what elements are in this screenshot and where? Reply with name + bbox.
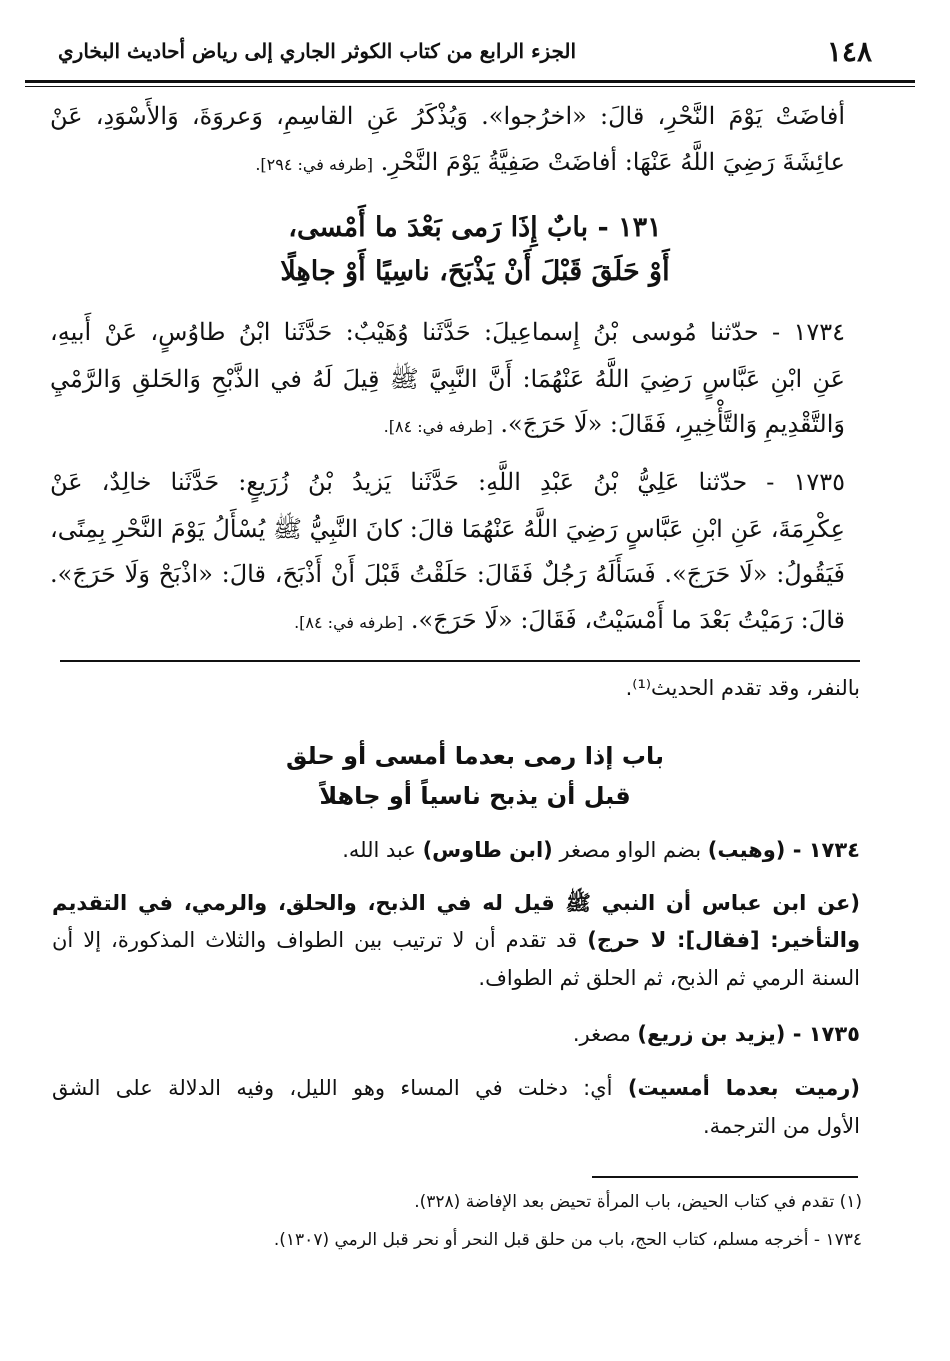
commentary-heading-line-2: قبل أن يذبح ناسياً أو جاهلاً <box>319 782 631 810</box>
commentary-1735 <box>52 1022 860 1046</box>
hadith-1735-line-4 <box>50 606 845 634</box>
commentary-para-line-1: (عن ابن عباس أن النبي ﷺ قيل له في الذبح، والحلق، والرمي، في التقديم <box>52 891 860 915</box>
cross-reference: [طرفه في: ٨٤]. <box>294 613 404 632</box>
commentary-last-line-2: الأول من الترجمة. <box>702 1114 860 1138</box>
commentary-keyword: (ابن طاوس) <box>422 838 553 862</box>
footnote-rule <box>592 1176 858 1178</box>
hadith-1735-text: قالَ: رَمَيْتُ بَعْدَ ما أَمْسَيْتُ، فَقَالَ: «لَا حَرَجَ». <box>410 606 845 634</box>
hadith-intro-line-2 <box>50 148 845 176</box>
footnote-1734: ١٧٣٤ - أخرجه مسلم، كتاب الحج، باب من حلق قبل النحر أو نحر قبل الرمي (١٣٠٧). <box>273 1230 862 1250</box>
commentary-text: بضم الواو مصغر <box>559 838 702 862</box>
commentary-text: مصغر. <box>572 1022 631 1046</box>
commentary-text: أي: دخلت في المساء وهو الليل، وفيه الدلالة على الشق <box>52 1076 613 1100</box>
hadith-1734-text: وَالتَّقْدِيمِ وَالتَّأْخِيرِ، فَقَالَ: «لَا حَرَجَ». <box>500 410 845 438</box>
commentary-text: قد تقدم أن لا ترتيب بين الطواف والثلاث المذكورة، إلا أن <box>52 928 578 952</box>
section-divider <box>60 660 860 662</box>
chapter-heading-line-1: ١٣١ - بابٌ إِذَا رَمى بَعْدَ ما أَمْسى، <box>288 212 662 243</box>
hadith-1734-line-3 <box>50 410 845 438</box>
commentary-1734 <box>52 838 860 862</box>
hadith-intro-line-1: أفاضَتْ يَوْمَ النَّحْرِ، قالَ: «اخرُجوا». وَيُذْكَرُ عَنِ القاسِمِ، وَعروَةَ، وَالأَسْوَدِ، عَنْ <box>50 102 845 130</box>
hadith-intro-text: عائِشَةَ رَضِيَ اللَّهُ عَنْهَا: أفاضَتْ صَفِيَّةُ يَوْمَ النَّحْرِ. <box>380 148 845 176</box>
commentary-keyword: ١٧٣٥ - (يزيد بن زريع) <box>637 1022 860 1046</box>
commentary-heading-line-1: باب إذا رمى بعدما أمسى أو حلق <box>286 742 664 770</box>
hadith-1734-line-1: ١٧٣٤ - حدّثنا مُوسى بْنُ إِسماعِيلَ: حَدَّثَنا وُهَيْبٌ: حَدَّثَنا ابْنُ طاوُسٍ، عَنْ أَبيهِ، <box>50 318 845 346</box>
cross-reference: [طرفه في: ٨٤]. <box>383 417 493 436</box>
hadith-1735-line-1: ١٧٣٥ - حدّثنا عَلِيُّ بْنُ عَبْدِ اللَّهِ: حَدَّثَنا يَزيدُ بْنُ زُرَيعٍ: حَدَّثَنا خالِدٌ، عَنْ <box>50 468 845 496</box>
header-rule-thick <box>25 80 915 83</box>
hadith-1734-line-2: عَنِ ابْنِ عَبَّاسٍ رَضِيَ اللَّهُ عَنْهُمَا: أَنَّ النَّبِيَّ ﷺ قِيلَ لَهُ في الذَّبْحِ وَالحَلقِ وَالرَّمْيِ <box>50 365 845 393</box>
hadith-1735-line-2: عِكْرِمَةَ، عَنِ ابْنِ عَبَّاسٍ رَضِيَ اللَّهُ عَنْهُمَا قالَ: كانَ النَّبِيُّ ﷺ يُسْأَلُ يَوْمَ النَّحْرِ بِمِنًى، <box>50 515 845 543</box>
page-number: ١٤٨ <box>826 34 872 68</box>
commentary-para-line-2 <box>52 928 860 952</box>
footnote-1: (١) تقدم في كتاب الحيض، باب المرأة تحيض بعد الإفاضة (٣٢٨). <box>414 1192 862 1212</box>
hadith-1735-line-3: فَيَقُولُ: «لَا حَرَجَ». فَسَأَلَهُ رَجُلٌ فَقَالَ: حَلَقْتُ قَبْلَ أَنْ أَذْبَحَ، قالَ: «اذْبَحْ وَلَا حَرَجَ». <box>50 560 845 588</box>
running-title: الجزء الرابع من كتاب الكوثر الجاري إلى رياض أحاديث البخاري <box>58 39 577 63</box>
commentary-keyword: ١٧٣٤ - (وهيب) <box>707 838 860 862</box>
commentary-para-line-3: السنة الرمي ثم الذبح، ثم الحلق ثم الطواف. <box>478 966 860 990</box>
cross-reference: [طرفه في: ٢٩٤]. <box>255 155 374 174</box>
commentary-keyword: (رميت بعدما أمسيت) <box>627 1076 860 1100</box>
chapter-heading-line-2: أَوْ حَلَقَ قَبْلَ أَنْ يَذْبَحَ، ناسِيًا أَوْ جاهِلًا <box>280 256 670 287</box>
running-header <box>58 28 872 74</box>
header-rule-thin <box>25 86 915 87</box>
commentary-last-line-1 <box>52 1076 860 1100</box>
commentary-carry-line: بالنفر، وقد تقدم الحديث⁽¹⁾. <box>625 676 860 700</box>
commentary-text: عبد الله. <box>342 838 416 862</box>
commentary-keyword: والتأخير: [فقال]: لا حرج) <box>587 928 860 952</box>
